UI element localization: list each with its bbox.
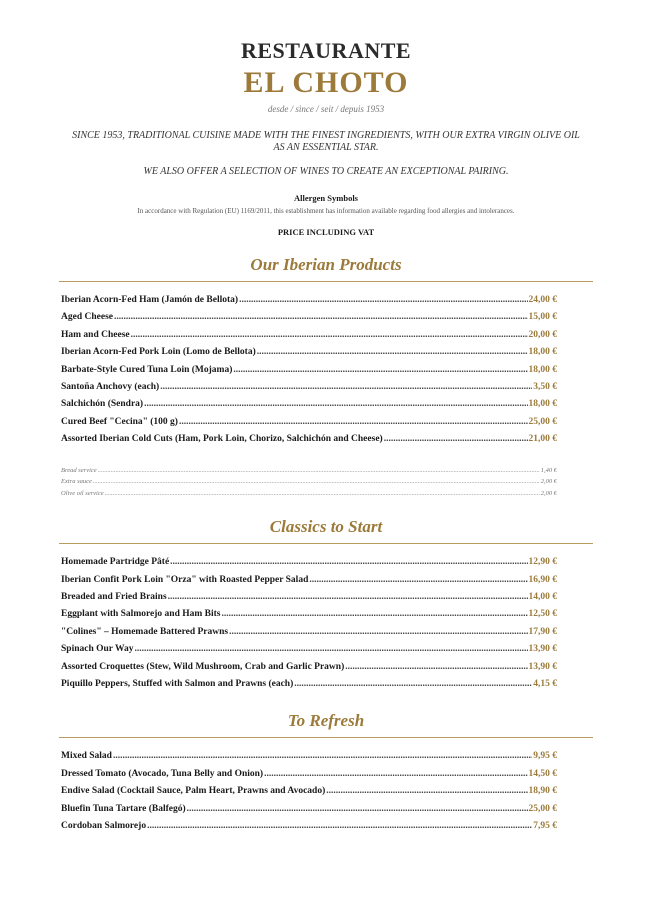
menu-item xyxy=(61,362,557,379)
menu-item xyxy=(61,676,557,693)
menu-item xyxy=(61,589,557,606)
menu-item-name: Bluefin Tuna Tartare (Balfegó) xyxy=(61,803,186,814)
dot-leader xyxy=(239,292,527,309)
dot-leader xyxy=(135,641,528,658)
menu-item xyxy=(61,801,557,818)
extra-item-name: Extra sauce xyxy=(61,478,92,486)
menu-item-price: 14,00 € xyxy=(528,591,557,602)
allergen-text: In accordance with Regulation (EU) 1169/2011, this establishment has information available regarding food allergies and intolerances. xyxy=(137,207,515,215)
extra-item xyxy=(61,465,557,477)
menu-item-name: Eggplant with Salmorejo and Ham Bits xyxy=(61,609,221,620)
menu-item xyxy=(61,379,557,396)
divider xyxy=(59,281,593,282)
vat-note: PRICE INCLUDING VAT xyxy=(277,227,375,237)
menu-item-name: Assorted Croquettes (Stew, Wild Mushroom, Crab and Garlic Prawn) xyxy=(61,661,345,672)
menu-item xyxy=(61,606,557,623)
menu-item xyxy=(61,641,557,658)
dot-leader xyxy=(326,783,527,800)
menu-item xyxy=(61,748,557,765)
dot-leader xyxy=(345,659,527,676)
menu-item-name: Dressed Tomato (Avocado, Tuna Belly and Onion) xyxy=(61,768,264,779)
menu-item xyxy=(61,818,557,835)
restaurant-label: RESTAURANTE xyxy=(240,38,412,63)
dot-leader xyxy=(170,554,527,571)
menu-item-name: Breaded and Fried Brains xyxy=(61,591,167,602)
menu-item-name: Cordoban Salmorejo xyxy=(61,821,147,832)
section-title: Our Iberian Products xyxy=(250,255,402,274)
menu-item-price: 15,00 € xyxy=(528,312,557,323)
menu-item xyxy=(61,396,557,413)
divider xyxy=(59,543,593,544)
dot-leader xyxy=(309,572,527,589)
menu-item-price: 24,00 € xyxy=(528,295,557,305)
extra-item-name: Bread service xyxy=(61,466,97,474)
menu-header xyxy=(0,0,652,237)
menu-item xyxy=(61,309,557,326)
dot-leader xyxy=(113,748,532,765)
section-classics xyxy=(0,517,652,693)
menu-item xyxy=(61,572,557,589)
menu-item-price: 12,50 € xyxy=(528,609,557,620)
menu-item-price: 7,95 € xyxy=(533,821,557,832)
dot-leader xyxy=(294,676,532,693)
menu-item-price: 12,90 € xyxy=(528,557,557,568)
dot-leader xyxy=(222,606,528,623)
menu-item-name: Cured Beef "Cecina" (100 g) xyxy=(61,416,178,427)
menu-item-name: Spinach Our Way xyxy=(61,644,134,655)
menu-item-price: 4,15 € xyxy=(533,679,557,689)
menu-item xyxy=(61,414,557,431)
section-title: Classics to Start xyxy=(269,517,383,537)
dot-leader xyxy=(233,362,527,379)
dot-leader xyxy=(160,379,532,396)
dot-leader xyxy=(257,344,528,361)
menu-item-name: Barbate-Style Cured Tuna Loin (Mojama) xyxy=(61,364,233,375)
section-refresh xyxy=(0,711,652,835)
menu-item-price: 18,90 € xyxy=(528,786,557,797)
menu-item xyxy=(61,344,557,361)
allergen-title: Allergen Symbols xyxy=(294,193,358,203)
dot-leader xyxy=(105,488,540,500)
menu-list xyxy=(61,748,557,835)
menu-item-name: Homemade Partridge Pâté xyxy=(61,557,170,568)
extra-item-price: 2,00 € xyxy=(540,489,557,497)
menu-item-name: Aged Cheese xyxy=(61,312,113,323)
dot-leader xyxy=(144,396,527,413)
menu-item xyxy=(61,292,557,309)
menu-item-name: Salchichón (Sendra) xyxy=(61,399,144,410)
menu-item xyxy=(61,554,557,571)
extra-item-price: 1,40 € xyxy=(540,466,557,474)
divider xyxy=(59,737,593,738)
menu-item-price: 25,00 € xyxy=(528,416,557,427)
menu-item xyxy=(61,783,557,800)
menu-item xyxy=(61,659,557,676)
dot-leader xyxy=(229,624,527,641)
dot-leader xyxy=(147,818,532,835)
menu-list xyxy=(61,554,557,693)
dot-leader xyxy=(93,476,540,488)
dot-leader xyxy=(187,801,528,818)
menu-list xyxy=(61,292,557,449)
section-title: To Refresh xyxy=(287,711,365,731)
extra-item-price: 2,00 € xyxy=(540,478,557,486)
menu-item-name: Iberian Confit Pork Loin "Orza" with Roasted Pepper Salad xyxy=(61,574,309,585)
menu-item-price: 18,00 € xyxy=(528,399,557,410)
extra-item xyxy=(61,488,557,500)
dot-leader xyxy=(114,309,528,326)
restaurant-name: EL CHOTO xyxy=(243,66,409,99)
extra-item xyxy=(61,476,557,488)
menu-item-name: Iberian Acorn-Fed Pork Loin (Lomo de Bellota) xyxy=(61,347,256,358)
menu-item-name: Iberian Acorn-Fed Ham (Jamón de Bellota) xyxy=(61,295,239,305)
dot-leader xyxy=(98,465,540,477)
section-iberian xyxy=(0,255,652,499)
dot-leader xyxy=(131,327,528,344)
menu-item-price: 13,90 € xyxy=(528,661,557,672)
dot-leader xyxy=(264,766,527,783)
menu-item-price: 14,50 € xyxy=(528,768,557,779)
menu-item-price: 18,00 € xyxy=(528,347,557,358)
menu-item xyxy=(61,624,557,641)
menu-item-name: Assorted Iberian Cold Cuts (Ham, Pork Loin, Chorizo, Salchichón and Cheese) xyxy=(61,434,383,445)
menu-item-price: 13,90 € xyxy=(528,644,557,655)
menu-item-name: Endive Salad (Cocktail Sauce, Palm Heart, Prawns and Avocado) xyxy=(61,786,326,797)
menu-item-price: 9,95 € xyxy=(533,751,557,762)
menu-item-name: "Colines" – Homemade Battered Prawns xyxy=(61,626,229,637)
since-tagline: desde / since / seit / depuis 1953 xyxy=(267,104,385,114)
extra-item-name: Olive oil service xyxy=(61,489,104,497)
menu-item-price: 20,00 € xyxy=(528,329,557,340)
dot-leader xyxy=(384,431,528,448)
menu-item-price: 25,00 € xyxy=(528,803,557,814)
menu-item-price: 3,50 € xyxy=(533,382,557,393)
menu-item-price: 17,90 € xyxy=(528,626,557,637)
menu-item-name: Ham and Cheese xyxy=(61,329,130,340)
menu-item-name: Mixed Salad xyxy=(61,751,112,762)
dot-leader xyxy=(179,414,528,431)
menu-item-price: 18,00 € xyxy=(528,364,557,375)
menu-item-price: 16,90 € xyxy=(528,574,557,585)
menu-item xyxy=(61,431,557,448)
extras-list xyxy=(61,465,557,500)
wine-text: WE ALSO OFFER A SELECTION OF WINES TO CREATE AN EXCEPTIONAL PAIRING. xyxy=(143,166,509,177)
dot-leader xyxy=(168,589,528,606)
menu-item xyxy=(61,327,557,344)
intro-text: SINCE 1953, TRADITIONAL CUISINE MADE WITH THE FINEST INGREDIENTS, WITH OUR EXTRA VIRGIN OLIVE OIL AS AN ESSENTIAL STAR. xyxy=(72,130,580,153)
menu-item-price: 21,00 € xyxy=(528,434,557,445)
menu-item-name: Piquillo Peppers, Stuffed with Salmon and Prawns (each) xyxy=(61,679,294,689)
menu-item xyxy=(61,766,557,783)
menu-item-name: Santoña Anchovy (each) xyxy=(61,382,160,393)
